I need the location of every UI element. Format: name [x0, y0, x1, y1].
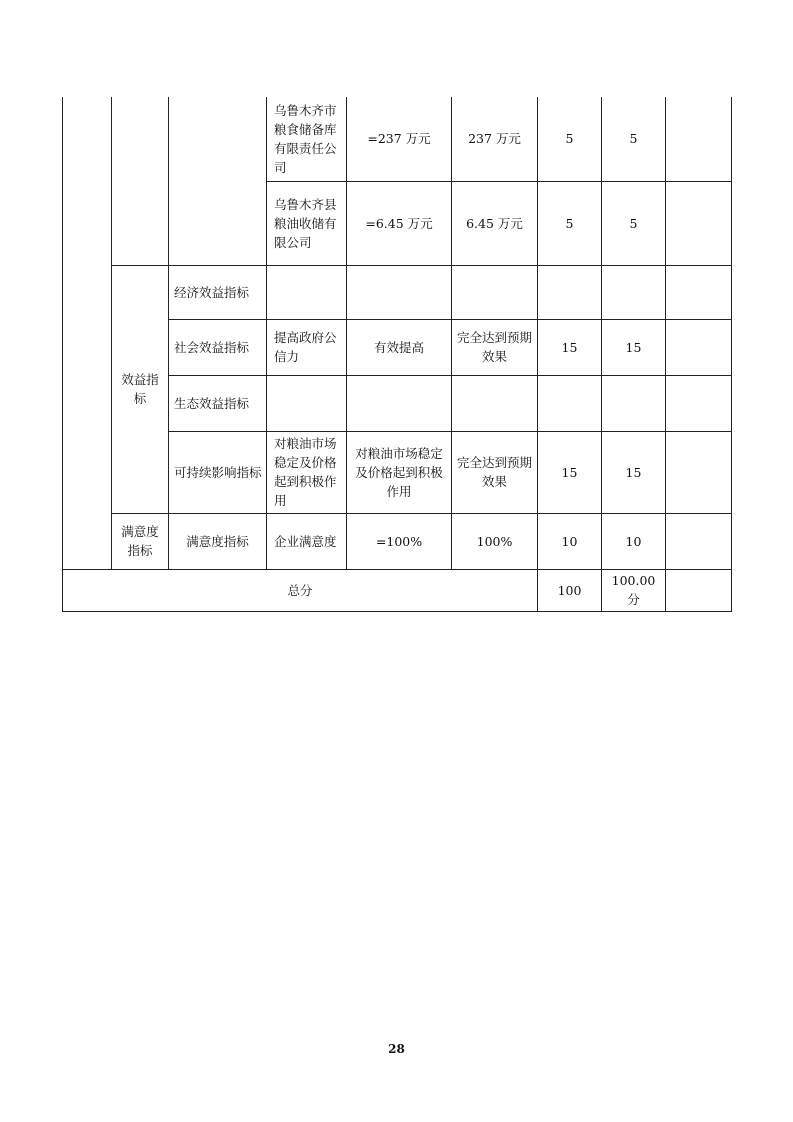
score-cell: 10	[602, 513, 666, 569]
weight-cell	[538, 265, 602, 319]
category-cell	[112, 97, 169, 265]
target-value-cell: 对粮油市场稳定及价格起到积极作用	[347, 431, 452, 513]
score-cell: 15	[602, 319, 666, 375]
score-cell: 5	[602, 181, 666, 265]
note-cell	[666, 513, 732, 569]
category-cell: 满意度指标	[112, 513, 169, 569]
weight-cell: 5	[538, 181, 602, 265]
table-row	[63, 265, 732, 319]
target-value-cell	[347, 265, 452, 319]
actual-value-cell: 6.45 万元	[452, 181, 538, 265]
subcategory-cell: 可持续影响指标	[169, 431, 267, 513]
note-cell	[666, 181, 732, 265]
indicator-cell: 提高政府公信力	[267, 319, 347, 375]
target-value-cell: =237 万元	[347, 97, 452, 181]
weight-cell: 5	[538, 97, 602, 181]
target-value-cell: 有效提高	[347, 319, 452, 375]
actual-value-cell	[452, 375, 538, 431]
score-cell: 5	[602, 97, 666, 181]
actual-value-cell: 完全达到预期效果	[452, 319, 538, 375]
total-score-cell: 100.00分	[602, 569, 666, 611]
table-row	[63, 97, 732, 181]
score-cell	[602, 265, 666, 319]
indicator-cell: 对粮油市场稳定及价格起到积极作用	[267, 431, 347, 513]
total-row	[63, 569, 732, 611]
subcategory-cell: 经济效益指标	[169, 265, 267, 319]
target-value-cell	[347, 375, 452, 431]
weight-cell: 15	[538, 319, 602, 375]
indicator-cell: 乌鲁木齐市粮食储备库有限责任公司	[267, 97, 347, 181]
actual-value-cell: 100%	[452, 513, 538, 569]
actual-value-cell	[452, 265, 538, 319]
weight-cell: 15	[538, 431, 602, 513]
actual-value-cell: 完全达到预期效果	[452, 431, 538, 513]
subcategory-cell: 满意度指标	[169, 513, 267, 569]
note-cell	[666, 97, 732, 181]
indicator-cell: 企业满意度	[267, 513, 347, 569]
weight-cell	[538, 375, 602, 431]
subcategory-cell: 社会效益指标	[169, 319, 267, 375]
indicator-cell	[267, 265, 347, 319]
indicator-cell	[267, 375, 347, 431]
note-cell	[666, 375, 732, 431]
category-cell: 效益指标	[112, 265, 169, 513]
target-value-cell: =100%	[347, 513, 452, 569]
indicator-cell: 乌鲁木齐县粮油收储有限公司	[267, 181, 347, 265]
actual-value-cell: 237 万元	[452, 97, 538, 181]
page-number: 28	[388, 1042, 405, 1056]
total-note-cell	[666, 569, 732, 611]
performance-table	[62, 97, 732, 612]
score-cell	[602, 375, 666, 431]
primary-indicator-cell	[63, 97, 112, 569]
target-value-cell: =6.45 万元	[347, 181, 452, 265]
total-label-cell: 总分	[63, 569, 538, 611]
note-cell	[666, 319, 732, 375]
subcategory-cell	[169, 97, 267, 265]
total-weight-cell: 100	[538, 569, 602, 611]
note-cell	[666, 431, 732, 513]
subcategory-cell: 生态效益指标	[169, 375, 267, 431]
score-cell: 15	[602, 431, 666, 513]
table-row	[63, 513, 732, 569]
weight-cell: 10	[538, 513, 602, 569]
note-cell	[666, 265, 732, 319]
